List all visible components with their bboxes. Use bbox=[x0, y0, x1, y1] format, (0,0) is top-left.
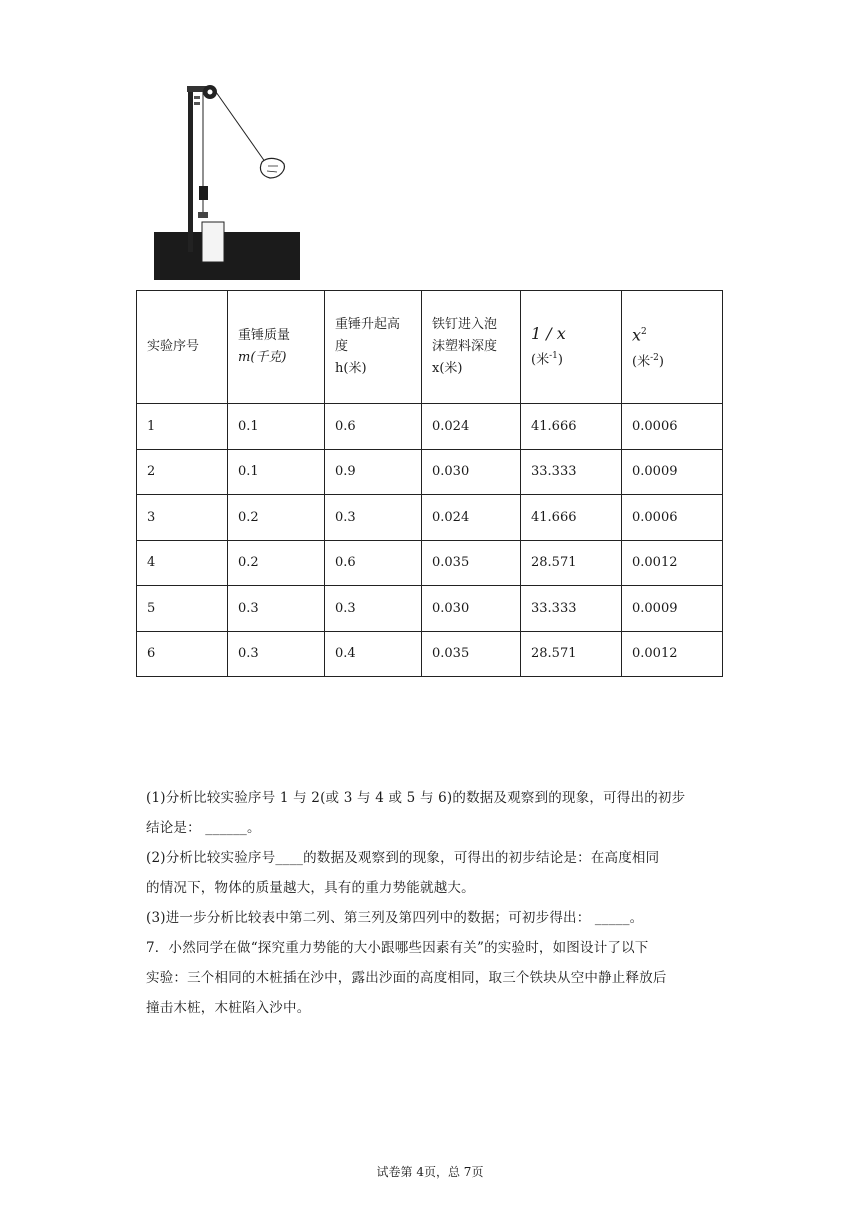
table-cell: 0.030 bbox=[422, 586, 521, 632]
table-cell: 0.0009 bbox=[622, 586, 723, 632]
header-x-squared-unit-text: (米 bbox=[632, 353, 651, 369]
table-cell: 0.3 bbox=[325, 495, 422, 541]
table-cell: 0.3 bbox=[228, 586, 325, 632]
table-cell: 0.2 bbox=[228, 495, 325, 541]
table-cell: 3 bbox=[137, 495, 228, 541]
question-2 bbox=[146, 843, 716, 903]
table-cell: 33.333 bbox=[521, 449, 622, 495]
header-inverse-x-line1: 1 / x bbox=[531, 323, 566, 343]
header-mass-line1: 重锤质量 bbox=[238, 328, 291, 343]
header-x-squared-line1 bbox=[632, 321, 722, 346]
table-cell: 0.9 bbox=[325, 449, 422, 495]
table-cell: 0.6 bbox=[325, 540, 422, 586]
table-header-row bbox=[137, 291, 723, 404]
header-inverse-x-unit-close: ) bbox=[557, 352, 563, 368]
header-height-line2: 度 bbox=[335, 339, 349, 354]
problem-7-line3: 撞击木桩，木桩陷入沙中。 bbox=[146, 1000, 311, 1016]
table-cell: 0.2 bbox=[228, 540, 325, 586]
table-cell: 0.035 bbox=[422, 631, 521, 677]
question-1 bbox=[146, 783, 716, 843]
table-cell: 0.024 bbox=[422, 495, 521, 541]
header-height bbox=[325, 291, 422, 404]
table-cell: 28.571 bbox=[521, 540, 622, 586]
table-cell: 0.035 bbox=[422, 540, 521, 586]
header-mass bbox=[228, 291, 325, 404]
header-depth-line2: 沫塑料深度 bbox=[432, 339, 498, 354]
table-cell: 4 bbox=[137, 540, 228, 586]
header-x-squared-unit-close: ) bbox=[658, 353, 664, 369]
table-row bbox=[137, 540, 723, 586]
table-row bbox=[137, 404, 723, 450]
header-inverse-x-unit-exp: -1 bbox=[549, 350, 558, 361]
table-cell: 1 bbox=[137, 404, 228, 450]
table-cell: 0.3 bbox=[228, 631, 325, 677]
problem-7-line2: 实验：三个相同的木桩插在沙中，露出沙面的高度相同，取三个铁块从空中静止释放后 bbox=[146, 970, 667, 986]
header-depth-line1: 铁钉进入泡 bbox=[432, 317, 498, 332]
table-cell: 41.666 bbox=[521, 404, 622, 450]
table-cell: 41.666 bbox=[521, 495, 622, 541]
header-depth bbox=[422, 291, 521, 404]
question-2-line1: (2)分析比较实验序号____的数据及观察到的现象，可得出的初步结论是：在高度相同 bbox=[146, 850, 660, 866]
header-x-squared-sup: 2 bbox=[641, 327, 647, 338]
question-3-line1: (3)进一步分析比较表中第二列、第三列及第四列中的数据；可初步得出： _____。 bbox=[146, 910, 644, 926]
header-depth-line3: x(米) bbox=[432, 361, 463, 376]
table-cell: 0.0012 bbox=[622, 631, 723, 677]
problem-7-line1: 7．小然同学在做“探究重力势能的大小跟哪些因素有关”的实验时，如图设计了以下 bbox=[146, 940, 649, 956]
header-x-squared-unit bbox=[632, 347, 722, 373]
table-cell: 0.3 bbox=[325, 586, 422, 632]
question-1-line2: 结论是： ______。 bbox=[146, 820, 261, 836]
table-row bbox=[137, 631, 723, 677]
table-cell: 6 bbox=[137, 631, 228, 677]
page-footer: 试卷第 4页，总 7页 bbox=[376, 1165, 484, 1179]
table-cell: 28.571 bbox=[521, 631, 622, 677]
header-inverse-x bbox=[521, 291, 622, 404]
problem-7 bbox=[146, 933, 716, 1023]
table-cell: 0.1 bbox=[228, 404, 325, 450]
table-cell: 33.333 bbox=[521, 586, 622, 632]
table-cell: 0.024 bbox=[422, 404, 521, 450]
apparatus-figure bbox=[150, 74, 300, 282]
header-trial bbox=[137, 291, 228, 404]
table-cell: 0.030 bbox=[422, 449, 521, 495]
header-inverse-x-unit bbox=[531, 345, 621, 371]
table-cell: 0.1 bbox=[228, 449, 325, 495]
experiment-table bbox=[136, 290, 723, 677]
question-1-line1: (1)分析比较实验序号 1 与 2(或 3 与 4 或 5 与 6)的数据及观察到的现象，可得出的初步 bbox=[146, 790, 686, 806]
header-height-line1: 重锤升起高 bbox=[335, 317, 401, 332]
table-row bbox=[137, 495, 723, 541]
table-cell: 0.6 bbox=[325, 404, 422, 450]
question-3 bbox=[146, 903, 716, 933]
table-row bbox=[137, 449, 723, 495]
table-cell: 0.0006 bbox=[622, 495, 723, 541]
table-cell: 0.0012 bbox=[622, 540, 723, 586]
header-height-line3: h(米) bbox=[335, 361, 367, 376]
header-trial-label: 实验序号 bbox=[147, 339, 200, 354]
header-inverse-x-unit-text: (米 bbox=[531, 352, 550, 368]
table-cell: 0.0009 bbox=[622, 449, 723, 495]
table-row bbox=[137, 586, 723, 632]
question-2-line2: 的情况下，物体的质量越大，具有的重力势能就越大。 bbox=[146, 880, 475, 896]
table-cell: 0.4 bbox=[325, 631, 422, 677]
table-cell: 2 bbox=[137, 449, 228, 495]
table-cell: 5 bbox=[137, 586, 228, 632]
header-mass-line2: m(千克) bbox=[238, 350, 287, 365]
header-x-squared bbox=[622, 291, 723, 404]
header-x-squared-var: x bbox=[632, 325, 642, 345]
table-cell: 0.0006 bbox=[622, 404, 723, 450]
header-x-squared-unit-exp: -2 bbox=[650, 352, 659, 363]
